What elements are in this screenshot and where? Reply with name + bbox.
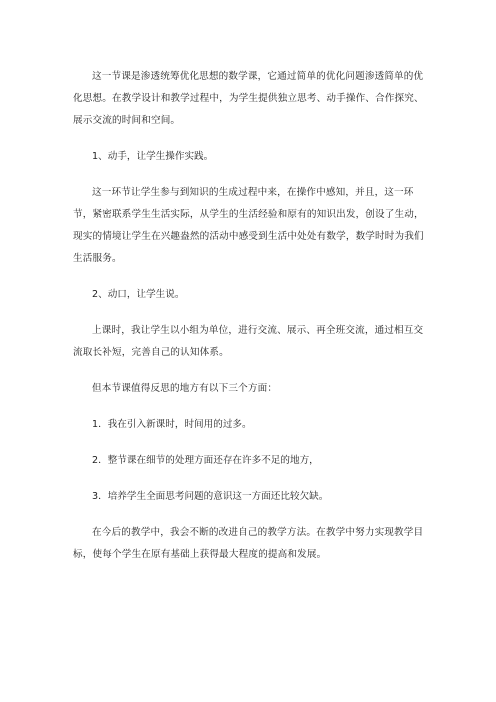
conclusion-paragraph: 在今后的教学中，我会不断的改进自己的教学方法。在教学中努力实现教学目标，使每个学生在原有基础上获得最大程度的提高和发展。 [73, 527, 424, 560]
item-1-heading: 1、动手，让学生操作实践。 [92, 151, 214, 162]
reflection-item-2: 2．整节课在细节的处理方面还存在许多不足的地方， [92, 455, 319, 466]
intro-paragraph: 这一节课是渗透统筹优化思想的数学课，它通过简单的优化问题渗透简单的优化思想。在教学设计和教学过程中，为学生提供独立思考、动手操作、合作探究、展示交流的时间和空间。 [73, 71, 424, 126]
reflection-item-1: 1．我在引入新课时，时间用的过多。 [92, 419, 252, 430]
item-2-body: 上课时，我让学生以小组为单位，进行交流、展示、再全班交流，通过相互交流取长补短，完善自己的认知体系。 [73, 325, 424, 358]
reflection-item-3: 3．培养学生全面思考问题的意识这一方面还比较欠缺。 [92, 491, 329, 502]
reflection-intro: 但本节课值得反思的地方有以下三个方面： [92, 383, 278, 394]
item-1-body: 这一环节让学生参与到知识的生成过程中来，在操作中感知，并且，这一环节，紧密联系学生生活实际，从学生的生活经验和原有的知识出发，创设了生动，现实的情境让学生在兴趣盎然的活动中感受到生活中处处有数学，数学时时为我们生活服务。 [73, 187, 424, 264]
item-2-heading: 2、动口，让学生说。 [92, 289, 185, 300]
